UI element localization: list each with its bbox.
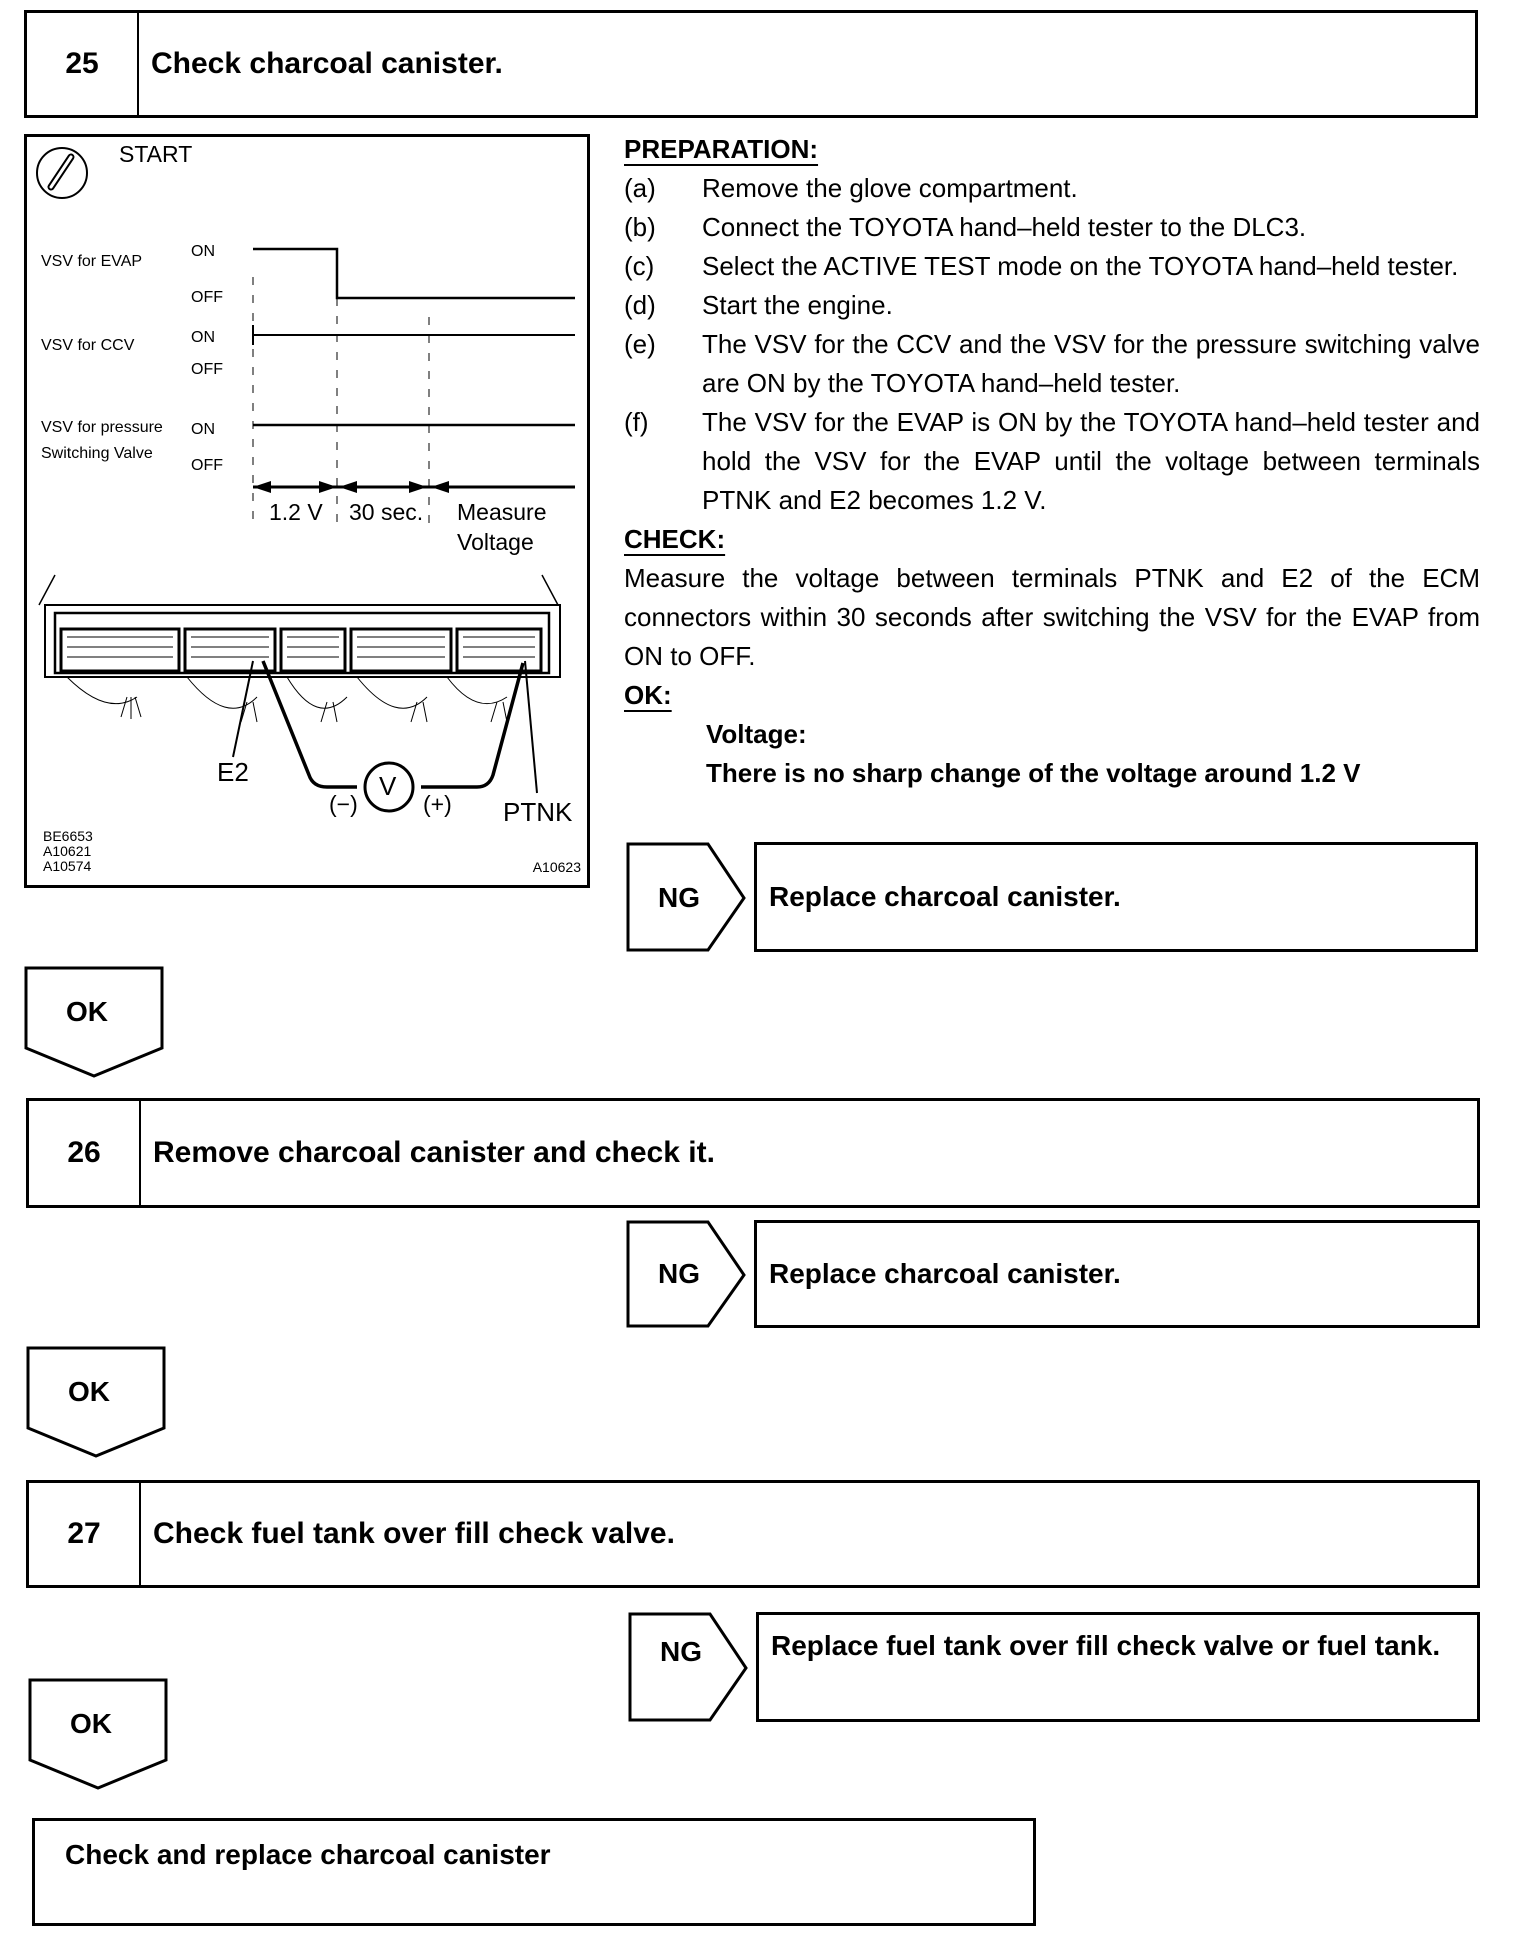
figure-codes-left: BE6653 A10621 A10574 [43, 828, 93, 874]
figure-code-right: A10623 [532, 859, 581, 875]
prep-item: (f) The VSV for the EVAP is ON by the TOYOTA hand–held tester and hold the VSV for the EVAP until the voltage between terminals PTNK and E2 becomes 1.2 V. [624, 407, 1480, 515]
ng-arrow-tag [628, 1612, 754, 1724]
ng-result-box: Replace charcoal canister. [754, 842, 1478, 952]
ccv-on: ON [191, 329, 215, 346]
step-title: Remove charcoal canister and check it. [153, 1136, 715, 1169]
row-label-ccv: VSV for CCV [41, 337, 135, 354]
ng-label: NG [660, 1636, 702, 1667]
ok-header: OK: [624, 680, 672, 710]
key-icon [37, 148, 87, 198]
terminal-ptnk: PTNK [503, 797, 573, 827]
ng-result-box: Replace fuel tank over fill check valve or fuel tank. [756, 1612, 1480, 1722]
row-label-evap: VSV for EVAP [41, 253, 143, 270]
step-number: 25 [27, 13, 139, 115]
ng-result-box: Replace charcoal canister. [754, 1220, 1480, 1328]
prep-item: (d) Start the engine. [624, 290, 893, 320]
terminal-positive: (+) [423, 791, 452, 817]
step-title: Check charcoal canister. [151, 47, 503, 80]
final-action-box: Check and replace charcoal canister [32, 1818, 1036, 1926]
interval-voltage: Voltage [457, 529, 534, 555]
timing-and-ecm-figure [24, 134, 590, 888]
terminal-negative: (−) [329, 791, 358, 817]
ok-spec-value: There is no sharp change of the voltage around 1.2 V [706, 758, 1361, 788]
pressure-off: OFF [191, 457, 223, 474]
ok-spec-label: Voltage: [706, 719, 807, 749]
prep-item: (e) The VSV for the CCV and the VSV for the pressure switching valve are ON by the TOYOTA hand–held tester. [624, 329, 1480, 398]
step-26-header [26, 1098, 1480, 1208]
step-27-header [26, 1480, 1480, 1588]
step-25-header [24, 10, 1478, 118]
step-number: 27 [29, 1483, 141, 1585]
evap-off: OFF [191, 289, 223, 306]
check-text: Measure the voltage between terminals PTNK and E2 of the ECM connectors within 30 seconds after switching the VSV for the EVAP from ON to OFF. [624, 563, 1480, 671]
ng-label: NG [658, 1258, 700, 1289]
row-label-pressure: VSV for pressure [41, 419, 163, 436]
interval-30sec: 30 sec. [349, 499, 424, 525]
terminal-e2: E2 [217, 757, 249, 787]
ng-label: NG [658, 882, 700, 913]
step-title: Check fuel tank over fill check valve. [153, 1517, 675, 1550]
interval-1-2v: 1.2 V [269, 499, 323, 525]
evap-on: ON [191, 243, 215, 260]
prep-item: (b) Connect the TOYOTA hand–held tester to the DLC3. [624, 212, 1307, 242]
prep-item: (a) Remove the glove compartment. [624, 173, 1078, 203]
row-label-switching: Switching Valve [41, 445, 153, 462]
check-header: CHECK: [624, 524, 726, 554]
ok-label: OK [68, 1376, 110, 1407]
ok-label: OK [70, 1708, 112, 1739]
pressure-on: ON [191, 421, 215, 438]
meter-v: V [379, 771, 397, 801]
start-label: START [119, 141, 193, 167]
interval-measure: Measure [457, 499, 547, 525]
prep-item: (c) Select the ACTIVE TEST mode on the TOYOTA hand–held tester. [624, 251, 1459, 281]
step-number: 26 [29, 1101, 141, 1205]
instructions [624, 130, 1480, 793]
ccv-off: OFF [191, 361, 223, 378]
ok-label: OK [66, 996, 108, 1027]
preparation-header: PREPARATION: [624, 134, 819, 164]
